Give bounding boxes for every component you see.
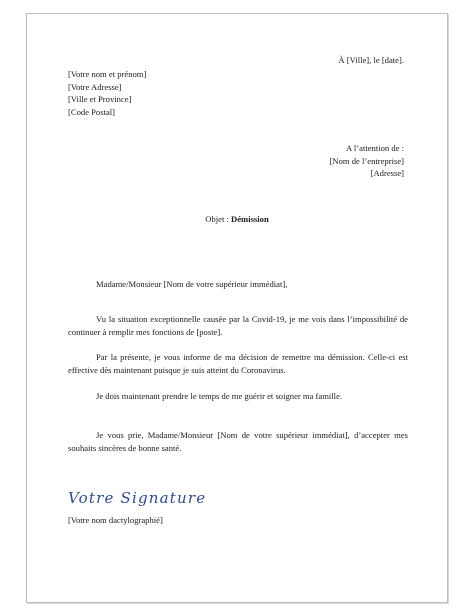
object-value: Démission bbox=[231, 214, 269, 224]
typed-name: [Votre nom dactylographié] bbox=[68, 515, 163, 525]
object-label: Objet : bbox=[205, 214, 232, 224]
sender-city-province: [Ville et Province] bbox=[68, 94, 132, 104]
body-paragraph-2: Par la présente, je vous informe de ma décision de remettre ma démission. Celle-ci est effective dès maintenant puisque je suis atteint du Coronavirus. bbox=[68, 352, 408, 375]
signature: Votre Signature bbox=[68, 489, 207, 507]
letter-page bbox=[26, 13, 448, 603]
recipient-address: [Adresse] bbox=[370, 168, 404, 178]
object-line bbox=[27, 214, 447, 224]
sender-block bbox=[68, 68, 146, 118]
sender-name: [Votre nom et prénom] bbox=[68, 69, 147, 79]
sender-postal-code: [Code Postal] bbox=[68, 106, 116, 117]
sender-address: [Votre Adresse] bbox=[68, 81, 122, 92]
recipient-block bbox=[330, 142, 404, 180]
salutation: Madame/Monsieur [Nom de votre supérieur immédiat], bbox=[96, 279, 288, 289]
body-paragraph-4: Je vous prie, Madame/Monsieur [Nom de votre supérieur immédiat], d’accepter mes souhaits sincères de bonne santé. bbox=[68, 430, 408, 453]
body-paragraph-1: Vu la situation exceptionnelle causée par la Covid-19, je me vois dans l’impossibilité de continuer à remplir mes fonctions de [poste]. bbox=[68, 314, 408, 337]
date-line: À [Ville], le [date]. bbox=[338, 55, 404, 65]
recipient-company: [Nom de l’entreprise] bbox=[329, 155, 404, 166]
recipient-attention: A l’attention de : bbox=[346, 143, 404, 153]
body-paragraph-3: Je dois maintenant prendre le temps de me guérir et soigner ma famille. bbox=[96, 391, 343, 401]
